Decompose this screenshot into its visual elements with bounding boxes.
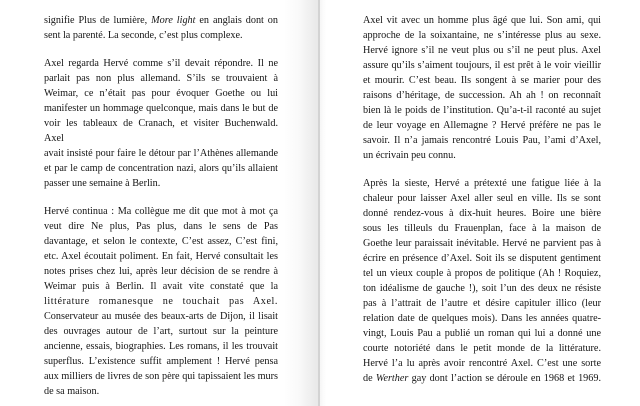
page-right-text [363,13,601,386]
text-segment: sous les tilleuls du Frauenplan, face à la maison de [363,223,601,234]
text-segment: en anglais dont on [195,15,278,26]
text-segment: bien là le poids de l’institution. Qu’a-t-il raconté au sujet [363,105,601,116]
text-segment: Weimar puis à Berlin. Il avait vite constaté que la [44,281,278,292]
text-segment: un écrivain peu connu. [363,150,456,161]
text-line [44,354,278,369]
page-left-text [44,13,278,399]
text-segment: avait insisté pour faire le détour par l’Athènes allemande [44,148,278,159]
text-segment: davantage, et selon le contexte, C’est assez, C’est fini, [44,236,278,247]
text-line [363,28,601,43]
text-line [44,279,278,294]
text-segment: relation date de quelques mois). Dans les années quatre- [363,313,601,324]
text-segment: littérature romanesque ne touchait pas Axel. [44,296,278,307]
text-line [44,339,278,354]
text-line [44,264,278,279]
text-segment: etc. Axel écoutait poliment. En fait, Hervé consultait les [44,251,278,262]
text-line [44,384,278,399]
text-segment: Conservateur au musée des beaux-arts de Dijon, il lisait [44,311,278,322]
text-line [363,73,601,88]
text-segment: de sa maison. [44,386,100,397]
text-line [363,58,601,73]
italic-text: Werther [375,373,409,384]
text-segment: raisons d’héritage, de succession. Ah ah ! on reconnaît [363,90,601,101]
text-segment: pas à l’attrait de l’autre et désire capituler illico (leur [363,298,601,309]
italic-text: More light [151,15,196,26]
text-segment: Goethe leur paraissait inévitable. Hervé ne parvient pas à [363,238,601,249]
text-segment: des ouvrages autour de l’art, surtout sur la peinture [44,326,278,337]
text-line [44,71,278,86]
text-line [363,341,601,356]
text-line [44,13,278,28]
text-line [363,43,601,58]
text-line [363,148,601,163]
text-line [363,311,601,326]
paragraph [44,13,278,43]
text-segment: superflus. L’existence suffit amplement ! Hervé pensa [44,356,278,367]
text-segment: savoir. Il n’a jamais rencontré Louis Pau, l’ami d’Axel, [363,135,601,146]
text-line [363,266,601,281]
text-segment: voir les tableaux de Cranach, et visiter Buchenwald. Axel [44,118,278,144]
text-segment: chaleur pour laisser Axel aller seul en ville. Ils se sont [363,193,601,204]
text-line [44,56,278,71]
text-line [44,146,278,161]
text-line [44,369,278,384]
text-line [363,326,601,341]
text-line [44,86,278,101]
page-gutter-shadow [283,0,318,406]
text-line [363,296,601,311]
text-segment: gay dont l’action se déroule en 1968 et 1969. [408,373,601,384]
text-segment: courte notoriété dans le petit monde de la littérature. [363,343,601,354]
text-segment: Axel vit avec un homme plus âgé que lui. Son ami, qui [363,15,601,26]
text-line [44,294,278,309]
text-segment: manifester un hommage quelconque, mais dans le but de [44,103,278,114]
text-line [44,249,278,264]
paragraph [44,204,278,399]
text-segment: approche de la soixantaine, ne s’intéresse plus au sexe. [363,30,601,41]
text-segment: Weimar, ce n’était pas pour évoquer Goethe ou lui [44,88,278,99]
text-line [363,206,601,221]
text-segment: Hervé continua : Ma collègue me dit que mot à mot ça [44,206,278,217]
text-segment: Hervé l’a lu après avoir rencontré Axel. C’est une sorte [363,358,601,369]
text-line [363,251,601,266]
text-line [363,356,601,371]
text-segment: passer une semaine à Berlin. [44,178,161,189]
text-line [363,88,601,103]
text-segment: Axel regarda Hervé comme s’il devait répondre. Il ne [44,58,278,69]
text-segment: de leur voyage en Allemagne ? Hervé préfère ne pas le [363,120,601,131]
text-segment: aux milliers de livres de son père qui tapissaient les murs [44,371,278,382]
text-line [44,116,278,146]
text-line [44,204,278,219]
text-segment: ton idéalisme de gauche !), soit l’un des deux ne résiste [363,283,601,294]
paragraph [363,176,601,386]
text-line [363,221,601,236]
text-line [363,281,601,296]
text-line [363,118,601,133]
text-segment: parlait pas non plus allemand. S’ils se trouvaient à [44,73,278,84]
text-segment: tel un vieux couple à propos de politique (Ah ! Roquiez, [363,268,601,279]
text-line [44,101,278,116]
text-line [363,13,601,28]
text-segment: de [363,373,376,384]
paragraph [44,56,278,191]
text-line [44,324,278,339]
text-segment: veut dire Ne plus, Pas plus, dans le sens de Pas [44,221,278,232]
text-segment: ancienne, essais, biographies. Les romans, il les trouvait [44,341,278,352]
page-gutter-line [318,0,320,406]
text-line [44,219,278,234]
text-line [44,28,278,43]
text-segment: Hervé ignore s’il ne veut plus ou s’il ne peut plus. Axel [363,45,601,56]
text-line [363,133,601,148]
text-line [44,161,278,176]
text-line [363,236,601,251]
text-line [44,234,278,249]
text-segment: et mourir. C’est beau. Ils songent à se marier pour des [363,75,601,86]
text-segment: Après la sieste, Hervé a prétexté une fatigue liée à la [363,178,601,189]
text-line [44,176,278,191]
paragraph [363,13,601,163]
text-segment: assure qu’ils s’aiment toujours, il est prêt à le voir vieillir [363,60,601,71]
text-line [363,176,601,191]
text-line [363,103,601,118]
text-segment: signifie Plus de lumière, [44,15,152,26]
text-segment: et par le camp de concentration nazi, alors qu’ils allaient [44,163,278,174]
page-gutter-right-fade [320,0,326,406]
text-segment: notes prises chez lui, après leur décision de se rendre à [44,266,278,277]
text-line [363,191,601,206]
text-segment: écrire en présence d’Axel. Soit ils se disputent gentiment [363,253,601,264]
text-segment: vingt, Louis Pau a publié un roman qui lui a donné une [363,328,601,339]
text-line [44,309,278,324]
text-segment: sent la parenté. La seconde, c’est plus complexe. [44,30,243,41]
text-line [363,371,601,386]
text-segment: donné rendez-vous à dix-huit heures. Boire une bière [363,208,601,219]
